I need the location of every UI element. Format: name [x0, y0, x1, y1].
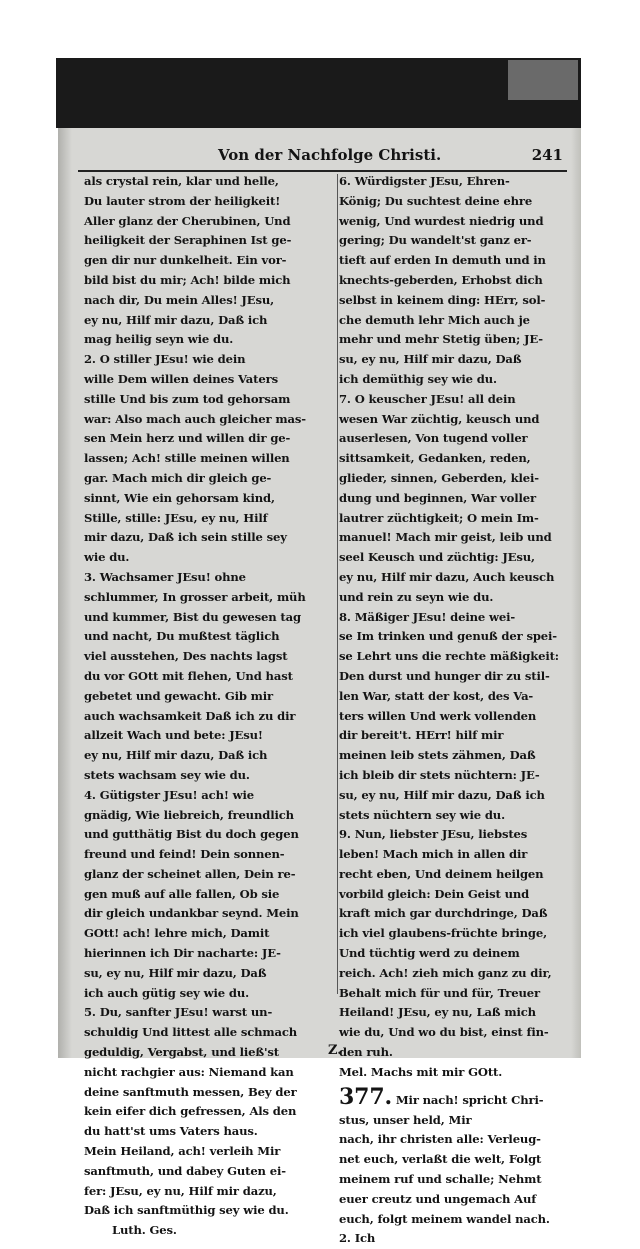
- text-line: 9. Nun, liebster JEsu, liebstes: [339, 827, 528, 842]
- text-line: 8. Mäßiger JEsu! deine wei-: [339, 609, 515, 624]
- signature-mark: Z.: [328, 1043, 342, 1058]
- text-line: reich. Ach! zieh mich ganz zu dir,: [339, 965, 552, 980]
- text-line: Behalt mich für und für, Treuer: [339, 985, 540, 1000]
- text-line: mir dazu, Daß ich sein stille sey: [84, 530, 287, 545]
- text-line: su, ey nu, Hilf mir dazu, Daß: [339, 352, 522, 367]
- text-line: lautrer züchtigkeit; O mein Im-: [339, 510, 539, 525]
- text-line: seel Keusch und züchtig: JEsu,: [339, 550, 535, 565]
- text-line: wille Dem willen deines Vaters: [84, 371, 278, 386]
- text-line: schlummer, In grosser arbeit, müh: [84, 589, 306, 604]
- text-line: se Im trinken und genuß der spei-: [339, 629, 557, 644]
- page-number: 241: [531, 146, 563, 164]
- text-line: GOtt! ach! lehre mich, Damit: [84, 926, 270, 941]
- text-line: bild bist du mir; Ach! bilde mich: [84, 272, 291, 287]
- text-line: Daß ich sanftmüthig sey wie du.: [84, 1203, 289, 1218]
- text-line: sittsamkeit, Gedanken, reden,: [339, 451, 531, 466]
- text-line: geduldig, Vergabst, und ließ'st: [84, 1045, 279, 1060]
- text-line: wie du, Und wo du bist, einst fin-: [339, 1025, 549, 1040]
- text-line: selbst in keinem ding: HErr, sol-: [339, 292, 546, 307]
- hymn-number: 377.: [339, 1083, 392, 1110]
- text-line: sinnt, Wie ein gehorsam kind,: [84, 490, 275, 505]
- text-line: manuel! Mach mir geist, leib und: [339, 530, 552, 545]
- text-line: gnädig, Wie liebreich, freundlich: [84, 807, 294, 822]
- right-column-verses: [339, 172, 571, 1063]
- text-line: 6. Würdigster JEsu, Ehren-: [339, 174, 510, 188]
- text-line: 4. Gütigster JEsu! ach! wie: [84, 787, 254, 802]
- text-line: meinen leib stets zähmen, Daß: [339, 748, 536, 763]
- scan-corner-shade: [508, 60, 578, 100]
- text-line: ey nu, Hilf mir dazu, Daß ich: [84, 748, 268, 763]
- text-line: net euch, verlaßt die welt, Folgt: [339, 1152, 542, 1167]
- text-line: Mein Heiland, ach! verleih Mir: [84, 1144, 281, 1159]
- text-line: fer: JEsu, ey nu, Hilf mir dazu,: [84, 1183, 277, 1198]
- text-line: dir bereit't. HErr! hilf mir: [339, 728, 504, 743]
- left-column: [84, 172, 334, 1241]
- text-line: knechts-geberden, Erhobst dich: [339, 272, 543, 287]
- hymn-377-line: Mir nach! spricht Chri-: [395, 1092, 544, 1107]
- text-line: leben! Mach mich in allen dir: [339, 847, 528, 862]
- text-line: und gutthätig Bist du doch gegen: [84, 827, 299, 842]
- text-line: 2. O stiller JEsu! wie dein: [84, 352, 246, 367]
- text-line: se Lehrt uns die rechte mäßigkeit:: [339, 649, 559, 664]
- text-line: sanftmuth, und dabey Guten ei-: [84, 1163, 286, 1178]
- text-line: und nacht, Du mußtest täglich: [84, 629, 280, 644]
- text-line: recht eben, Und deinem heilgen: [339, 866, 544, 881]
- text-line: 5. Du, sanfter JEsu! warst un-: [84, 1005, 273, 1020]
- text-line: 2. Ich: [339, 1231, 376, 1246]
- text-line: sen Mein herz und willen dir ge-: [84, 431, 291, 446]
- text-line: tieft auf erden In demuth und in: [339, 253, 546, 268]
- text-line: 7. O keuscher JEsu! all dein: [339, 391, 516, 406]
- text-line: che demuth lehr Mich auch je: [339, 312, 530, 327]
- text-line: kraft mich gar durchdringe, Daß: [339, 906, 548, 921]
- text-line: allzeit Wach und bete: JEsu!: [84, 728, 263, 743]
- text-line: stille Und bis zum tod gehorsam: [84, 391, 291, 406]
- text-line: meinem ruf und schalle; Nehmt: [339, 1172, 542, 1187]
- text-line: den ruh.: [339, 1045, 393, 1060]
- text-line: lassen; Ach! stille meinen willen: [84, 451, 290, 466]
- book-page: [58, 128, 581, 1246]
- text-line: ey nu, Hilf mir dazu, Auch keusch: [339, 569, 555, 584]
- text-line: glanz der scheinet allen, Dein re-: [84, 866, 296, 881]
- text-line: len War, statt der kost, des Va-: [339, 688, 534, 703]
- text-line: mehr und mehr Stetig üben; JE-: [339, 332, 543, 347]
- text-line: Den durst und hunger dir zu stil-: [339, 668, 550, 683]
- text-line: und kummer, Bist du gewesen tag: [84, 609, 301, 624]
- text-line: Luth. Ges.: [112, 1223, 177, 1238]
- text-line: Stille, stille: JEsu, ey nu, Hilf: [84, 510, 268, 525]
- running-head: [218, 146, 563, 164]
- text-line: viel ausstehen, Des nachts lagst: [84, 649, 288, 664]
- text-line: ey nu, Hilf mir dazu, Daß ich: [84, 312, 268, 327]
- text-line: Heiland! JEsu, ey nu, Laß mich: [339, 1005, 536, 1020]
- hymn-377-first-line: [339, 1083, 571, 1111]
- text-line: ich bleib dir stets nüchtern: JE-: [339, 767, 540, 782]
- running-head-title: Von der Nachfolge Christi.: [218, 146, 442, 164]
- text-line: ich demüthig sey wie du.: [339, 371, 497, 386]
- text-line: nach dir, Du mein Alles! JEsu,: [84, 292, 274, 307]
- text-line: und rein zu seyn wie du.: [339, 589, 494, 604]
- text-line: schuldig Und littest alle schmach: [84, 1025, 298, 1040]
- text-line: su, ey nu, Hilf mir dazu, Daß: [84, 965, 267, 980]
- text-line: Und tüchtig werd zu deinem: [339, 946, 520, 961]
- text-line: heiligkeit der Seraphinen Ist ge-: [84, 233, 292, 248]
- text-line: gen dir nur dunkelheit. Ein vor-: [84, 253, 287, 268]
- text-line: vorbild gleich: Dein Geist und: [339, 886, 530, 901]
- text-line: gar. Mach mich dir gleich ge-: [84, 470, 272, 485]
- text-line: nach, ihr christen alle: Verleug-: [339, 1132, 541, 1147]
- scan-dark-border: [56, 58, 581, 128]
- text-line: dir gleich undankbar seynd. Mein: [84, 906, 299, 921]
- text-line: euer creutz und ungemach Auf: [339, 1191, 537, 1206]
- text-line: Du lauter strom der heiligkeit!: [84, 193, 281, 208]
- text-line: stets wachsam sey wie du.: [84, 767, 250, 782]
- column-divider: [337, 174, 338, 994]
- text-line: als crystal rein, klar und helle,: [84, 174, 279, 188]
- text-line: su, ey nu, Hilf mir dazu, Daß ich: [339, 787, 545, 802]
- text-line: König; Du suchtest deine ehre: [339, 193, 533, 208]
- text-line: 3. Wachsamer JEsu! ohne: [84, 569, 246, 584]
- text-line: kein eifer dich gefressen, Als den: [84, 1104, 297, 1119]
- text-line: stus, unser held, Mir: [339, 1112, 472, 1127]
- right-column: [339, 172, 571, 1249]
- text-line: war: Also mach auch gleicher mas-: [84, 411, 306, 426]
- text-line: wenig, Und wurdest niedrig und: [339, 213, 544, 228]
- text-line: dung und beginnen, War voller: [339, 490, 536, 505]
- text-line: Aller glanz der Cherubinen, Und: [84, 213, 291, 228]
- text-line: gering; Du wandelt'st ganz er-: [339, 233, 532, 248]
- text-line: glieder, sinnen, Geberden, klei-: [339, 470, 539, 485]
- text-line: auserlesen, Von tugend voller: [339, 431, 528, 446]
- text-line: mag heilig seyn wie du.: [84, 332, 234, 347]
- text-line: nicht rachgier aus: Niemand kan: [84, 1064, 294, 1079]
- text-line: gen muß auf alle fallen, Ob sie: [84, 886, 280, 901]
- text-line: du vor GOtt mit flehen, Und hast: [84, 668, 293, 683]
- hymn-377-text: [339, 1111, 571, 1249]
- text-line: freund und feind! Dein sonnen-: [84, 847, 285, 862]
- melody-indication: Mel. Machs mit mir GOtt.: [339, 1064, 503, 1079]
- text-line: deine sanftmuth messen, Bey der: [84, 1084, 297, 1099]
- text-line: gebetet und gewacht. Gib mir: [84, 688, 274, 703]
- text-line: ters willen Und werk vollenden: [339, 708, 537, 723]
- text-line: euch, folgt meinem wandel nach.: [339, 1211, 550, 1226]
- text-line: du hatt'st ums Vaters haus.: [84, 1124, 258, 1139]
- text-line: ich viel glaubens-früchte bringe,: [339, 926, 547, 941]
- text-line: auch wachsamkeit Daß ich zu dir: [84, 708, 296, 723]
- text-line: ich auch gütig sey wie du.: [84, 985, 249, 1000]
- text-line: stets nüchtern sey wie du.: [339, 807, 505, 822]
- text-line: wie du.: [84, 550, 130, 565]
- text-line: wesen War züchtig, keusch und: [339, 411, 540, 426]
- text-line: hierinnen ich Dir nacharte: JE-: [84, 946, 281, 961]
